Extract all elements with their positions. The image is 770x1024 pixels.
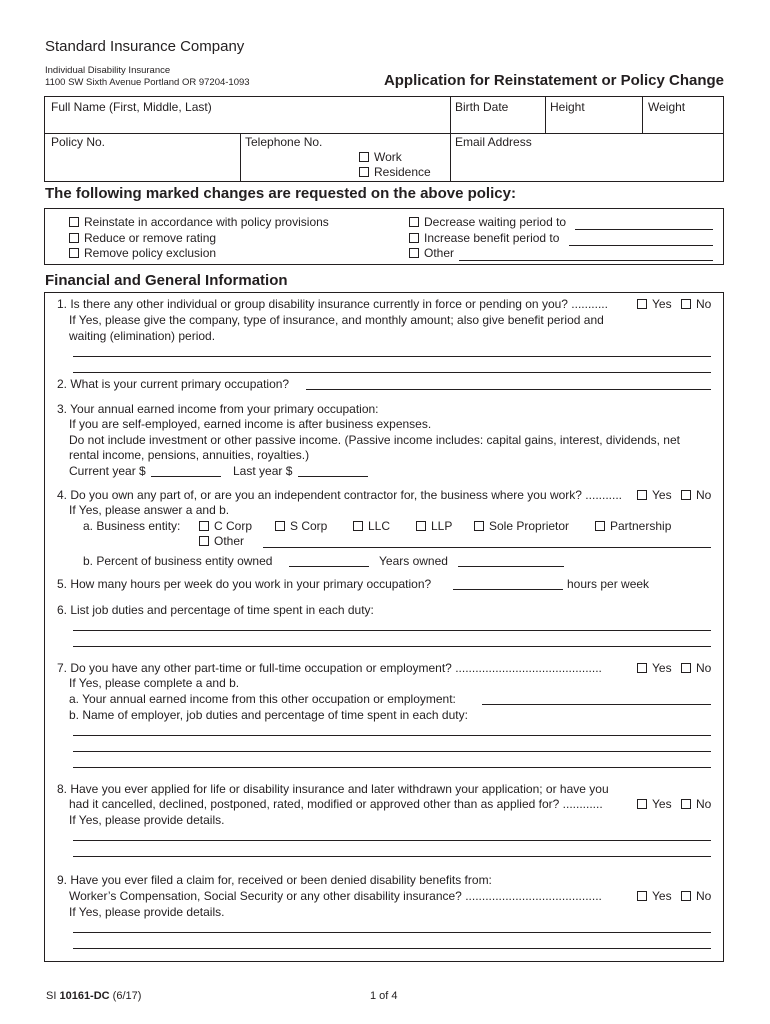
q1-followup-2: waiting (elimination) period.	[69, 329, 216, 343]
increase-benefit-line[interactable]	[569, 245, 713, 246]
increase-benefit-label: Increase benefit period to	[424, 231, 560, 245]
partnership-checkbox[interactable]	[595, 521, 605, 531]
llp-label: LLP	[431, 519, 453, 533]
financial-heading: Financial and General Information	[45, 272, 288, 289]
q7-text: 7. Do you have any other part-time or full-time occupation or employment? ............................................	[57, 661, 602, 675]
entity-other-checkbox[interactable]	[199, 536, 209, 546]
email-field[interactable]: Email Address	[455, 135, 532, 149]
partnership-label: Partnership	[610, 519, 672, 533]
q5-hours-line[interactable]	[453, 589, 563, 590]
other-change-label: Other	[424, 246, 455, 260]
q1-yes[interactable]	[637, 297, 672, 311]
company-name: Standard Insurance Company	[45, 38, 245, 55]
q4-no-label: No	[696, 488, 712, 502]
q1-no-label: No	[696, 297, 712, 311]
scorp-label: S Corp	[290, 519, 328, 533]
llc-checkbox[interactable]	[353, 521, 363, 531]
q9-no-label: No	[696, 889, 712, 903]
q4-ccorp-option[interactable]	[199, 519, 252, 533]
q8-followup: If Yes, please provide details.	[69, 813, 225, 827]
residence-phone-option[interactable]	[359, 165, 431, 179]
q4-other-option[interactable]	[199, 534, 244, 548]
applicant-info-box	[44, 96, 724, 182]
q4-yes-label: Yes	[652, 488, 672, 502]
reinstate-label: Reinstate in accordance with policy provisions	[84, 215, 329, 229]
q7-yes[interactable]	[637, 661, 672, 675]
q5-text: 5. How many hours per week do you work in your primary occupation?	[57, 577, 432, 591]
q7-yes-checkbox[interactable]	[637, 663, 647, 673]
q4-text: 4. Do you own any part of, or are you an independent contractor for, the business where you work? ...........	[57, 488, 622, 502]
work-checkbox[interactable]	[359, 152, 369, 162]
q4-no[interactable]	[681, 488, 711, 502]
q3-text-3: Do not include investment or other passive income. (Passive income includes: capital gains, interest, dividends, net	[69, 433, 680, 447]
sole-proprietor-label: Sole Proprietor	[489, 519, 570, 533]
q7-answer-line[interactable]	[73, 751, 711, 752]
q7-answer-line[interactable]	[73, 767, 711, 768]
other-change-line[interactable]	[459, 260, 713, 261]
q1-yes-checkbox[interactable]	[637, 299, 647, 309]
llc-label: LLC	[368, 519, 391, 533]
reinstate-checkbox[interactable]	[69, 217, 79, 227]
q4-entity-label: a. Business entity:	[83, 519, 181, 533]
q3-last-year: Last year $	[233, 464, 293, 478]
q8-yes-label: Yes	[652, 797, 672, 811]
financial-box	[44, 292, 724, 962]
q1-answer-line[interactable]	[73, 372, 711, 373]
q8-text: 8. Have you ever applied for life or disability insurance and later withdrawn your application; or have you	[57, 782, 609, 796]
q3-text-2: If you are self-employed, earned income is after business expenses.	[69, 417, 432, 431]
q7-no-checkbox[interactable]	[681, 663, 691, 673]
q9-answer-line[interactable]	[73, 948, 711, 949]
form-prefix: SI	[46, 990, 57, 1002]
q8-yes-checkbox[interactable]	[637, 799, 647, 809]
form-number-bold: 10161-DC	[59, 990, 110, 1002]
scorp-checkbox[interactable]	[275, 521, 285, 531]
q7-income-line[interactable]	[482, 704, 711, 705]
q9-yes[interactable]	[637, 889, 672, 903]
q9-followup: If Yes, please provide details.	[69, 905, 225, 919]
q1-answer-line[interactable]	[73, 356, 711, 357]
q1-no-checkbox[interactable]	[681, 299, 691, 309]
q4-yes-checkbox[interactable]	[637, 490, 647, 500]
page-number: 1 of 4	[370, 990, 398, 1002]
q3-text-4: rental income, pensions, annuities, royalties.)	[69, 448, 310, 462]
q7-answer-line[interactable]	[73, 735, 711, 736]
division-name: Individual Disability Insurance	[45, 65, 171, 76]
q4-llp-option[interactable]	[416, 519, 452, 533]
reduce-rating-option[interactable]	[69, 231, 216, 245]
changes-heading: The following marked changes are requested on the above policy:	[45, 185, 516, 202]
q9-yes-label: Yes	[652, 889, 672, 903]
q6-text: 6. List job duties and percentage of time spent in each duty:	[57, 603, 374, 617]
increase-benefit-option[interactable]	[409, 231, 559, 245]
weight-field[interactable]: Weight	[648, 100, 686, 114]
ccorp-checkbox[interactable]	[199, 521, 209, 531]
decrease-waiting-checkbox[interactable]	[409, 217, 419, 227]
q3-current-year-line[interactable]	[151, 476, 221, 477]
q8-text-2: had it cancelled, declined, postponed, rated, modified or approved other than as applied for? ............	[69, 797, 603, 811]
reinstate-option[interactable]	[69, 215, 329, 229]
llp-checkbox[interactable]	[416, 521, 426, 531]
q6-answer-line[interactable]	[73, 646, 711, 647]
decrease-waiting-label: Decrease waiting period to	[424, 215, 567, 229]
q2-text: 2. What is your current primary occupation?	[57, 377, 290, 391]
q9-answer-line[interactable]	[73, 932, 711, 933]
ccorp-label: C Corp	[214, 519, 253, 533]
q1-followup: If Yes, please give the company, type of insurance, and monthly amount; also give benefit period and	[69, 313, 604, 327]
form-number	[46, 990, 141, 1002]
q8-answer-line[interactable]	[73, 856, 711, 857]
other-change-checkbox[interactable]	[409, 248, 419, 258]
work-phone-option[interactable]	[359, 150, 402, 164]
q8-answer-line[interactable]	[73, 840, 711, 841]
q4-percent-label: b. Percent of business entity owned	[83, 554, 273, 568]
q3-last-year-line[interactable]	[298, 476, 368, 477]
q9-text-2: Worker’s Compensation, Social Security or any other disability insurance? .........................................	[69, 889, 602, 903]
q8-no-label: No	[696, 797, 712, 811]
work-label: Work	[374, 150, 402, 164]
q8-yes[interactable]	[637, 797, 672, 811]
residence-label: Residence	[374, 165, 431, 179]
reduce-rating-label: Reduce or remove rating	[84, 231, 217, 245]
remove-exclusion-option[interactable]	[69, 246, 216, 260]
q1-yes-label: Yes	[652, 297, 672, 311]
q7-no[interactable]	[681, 661, 711, 675]
q5-unit: hours per week	[567, 577, 650, 591]
increase-benefit-checkbox[interactable]	[409, 233, 419, 243]
q3-current-year: Current year $	[69, 464, 146, 478]
q3-text: 3. Your annual earned income from your primary occupation:	[57, 402, 379, 416]
residence-checkbox[interactable]	[359, 167, 369, 177]
entity-other-label: Other	[214, 534, 245, 548]
q1-text: 1. Is there any other individual or group disability insurance currently in force or pending on you? ...........	[57, 297, 608, 311]
decrease-waiting-option[interactable]	[409, 215, 566, 229]
q4-scorp-option[interactable]	[275, 519, 327, 533]
q9-no[interactable]	[681, 889, 711, 903]
q4-years-label: Years owned	[379, 554, 448, 568]
q4-other-line[interactable]	[263, 547, 711, 548]
q7-employer-label: b. Name of employer, job duties and percentage of time spent in each duty:	[69, 708, 468, 722]
reduce-rating-checkbox[interactable]	[69, 233, 79, 243]
q4-followup: If Yes, please answer a and b.	[69, 503, 230, 517]
q4-years-line[interactable]	[458, 566, 564, 567]
decrease-waiting-line[interactable]	[575, 229, 713, 230]
q4-yes[interactable]	[637, 488, 672, 502]
telephone-field[interactable]: Telephone No.	[245, 135, 323, 149]
q9-text: 9. Have you ever filed a claim for, received or been denied disability benefits from:	[57, 873, 492, 887]
q2-answer-line[interactable]	[306, 389, 711, 390]
q6-answer-line[interactable]	[73, 630, 711, 631]
remove-exclusion-label: Remove policy exclusion	[84, 246, 217, 260]
remove-exclusion-checkbox[interactable]	[69, 248, 79, 258]
q4-sole-option[interactable]	[474, 519, 569, 533]
q7-yes-label: Yes	[652, 661, 672, 675]
q8-no[interactable]	[681, 797, 711, 811]
q7-no-label: No	[696, 661, 712, 675]
q4-percent-line[interactable]	[289, 566, 369, 567]
q7-income-label: a. Your annual earned income from this other occupation or employment:	[69, 692, 456, 706]
full-name-field[interactable]: Full Name (First, Middle, Last)	[51, 100, 212, 114]
q4-llc-option[interactable]	[353, 519, 390, 533]
changes-box	[44, 208, 724, 265]
height-field[interactable]: Height	[550, 100, 585, 114]
q9-no-checkbox[interactable]	[681, 891, 691, 901]
q1-no[interactable]	[681, 297, 711, 311]
q9-yes-checkbox[interactable]	[637, 891, 647, 901]
form-title: Application for Reinstatement or Policy Change	[383, 72, 724, 89]
sole-proprietor-checkbox[interactable]	[474, 521, 484, 531]
q8-no-checkbox[interactable]	[681, 799, 691, 809]
other-change-option[interactable]	[409, 246, 454, 260]
q7-followup: If Yes, please complete a and b.	[69, 676, 240, 690]
policy-no-field[interactable]: Policy No.	[51, 135, 106, 149]
company-address: 1100 SW Sixth Avenue Portland OR 97204-1093	[45, 77, 250, 88]
q4-no-checkbox[interactable]	[681, 490, 691, 500]
birth-date-field[interactable]: Birth Date	[455, 100, 509, 114]
form-date: (6/17)	[112, 990, 142, 1002]
q4-partnership-option[interactable]	[595, 519, 671, 533]
